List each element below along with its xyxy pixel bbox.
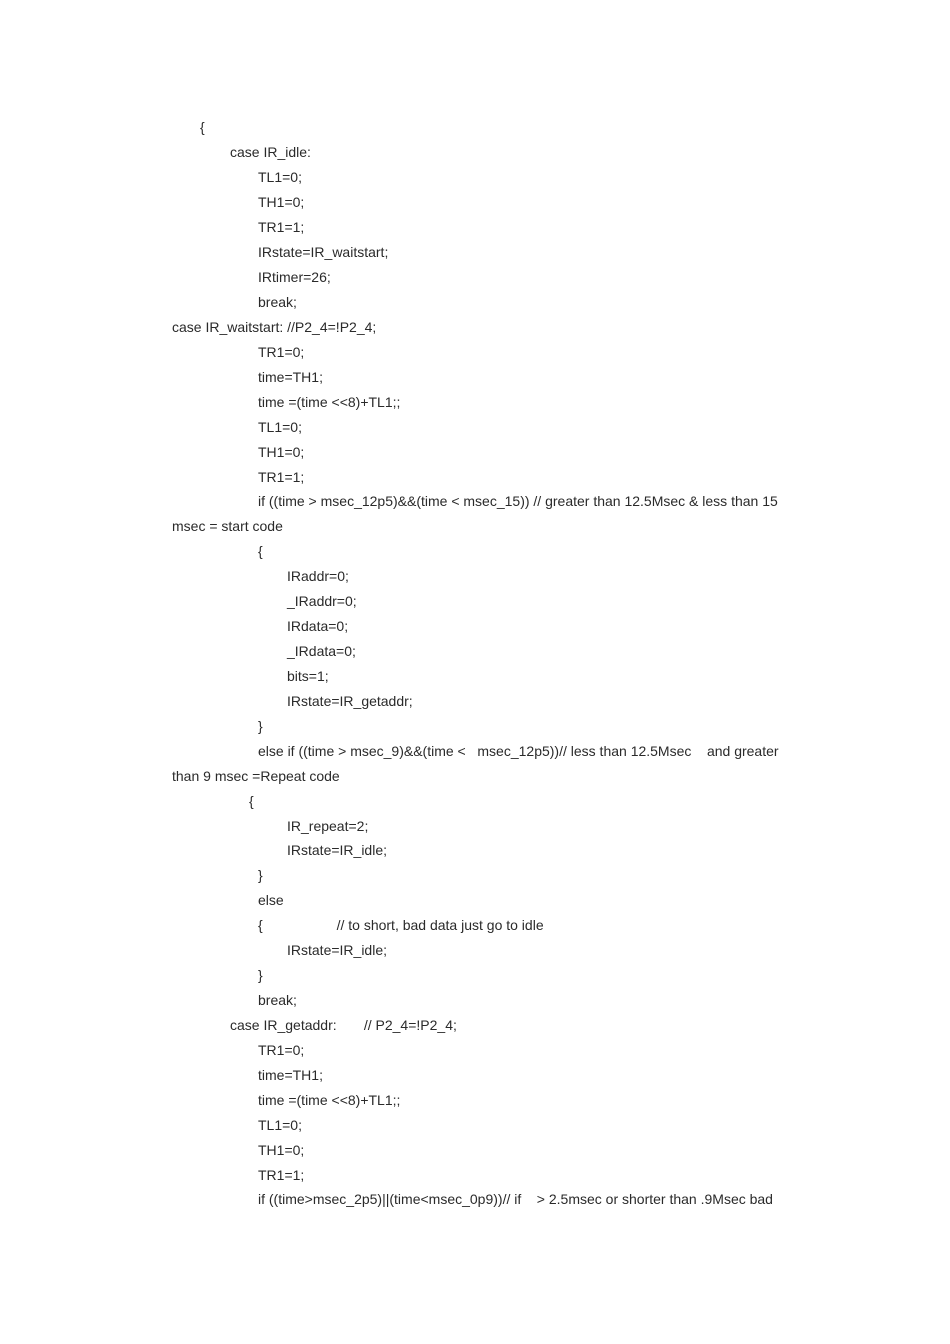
code-line: else: [258, 892, 284, 908]
code-line: than 9 msec =Repeat code: [172, 768, 340, 784]
code-line: }: [258, 718, 263, 734]
code-line: {: [258, 543, 263, 559]
code-line: { // to short, bad data just go to idle: [258, 917, 544, 933]
code-line: TR1=0;: [258, 344, 305, 360]
code-line: bits=1;: [287, 668, 329, 684]
code-line: TL1=0;: [258, 1117, 302, 1133]
code-line: _IRdata=0;: [287, 643, 356, 659]
code-line: time=TH1;: [258, 1067, 323, 1083]
code-line: TH1=0;: [258, 1142, 305, 1158]
code-line: time =(time <<8)+TL1;;: [258, 394, 401, 410]
code-line: IRstate=IR_idle;: [287, 842, 387, 858]
code-line: case IR_getaddr: // P2_4=!P2_4;: [230, 1017, 457, 1033]
code-line: IRaddr=0;: [287, 568, 349, 584]
code-line: case IR_idle:: [230, 144, 311, 160]
code-line: TH1=0;: [258, 194, 305, 210]
code-line: TR1=1;: [258, 1167, 305, 1183]
code-line: TR1=1;: [258, 219, 305, 235]
code-line: TL1=0;: [258, 419, 302, 435]
code-line: IR_repeat=2;: [287, 818, 369, 834]
code-line: IRstate=IR_getaddr;: [287, 693, 413, 709]
code-line: time =(time <<8)+TL1;;: [258, 1092, 401, 1108]
code-line: IRstate=IR_idle;: [287, 942, 387, 958]
code-line: if ((time>msec_2p5)||(time<msec_0p9))// if > 2.5msec or shorter than .9Msec bad: [258, 1191, 773, 1207]
code-line: TR1=1;: [258, 469, 305, 485]
code-line: {: [249, 793, 254, 809]
code-line: break;: [258, 992, 297, 1008]
code-line: break;: [258, 294, 297, 310]
code-line: IRdata=0;: [287, 618, 349, 634]
code-line: TR1=0;: [258, 1042, 305, 1058]
code-line: if ((time > msec_12p5)&&(time < msec_15)) // greater than 12.5Msec & less than 15: [258, 493, 778, 509]
code-line: _IRaddr=0;: [287, 593, 357, 609]
code-line: msec = start code: [172, 518, 283, 534]
code-line: else if ((time > msec_9)&&(time < msec_12p5))// less than 12.5Msec and greater: [258, 743, 779, 759]
code-line: case IR_waitstart: //P2_4=!P2_4;: [172, 319, 377, 335]
code-line: {: [200, 119, 205, 135]
code-line: TL1=0;: [258, 169, 302, 185]
code-line: IRstate=IR_waitstart;: [258, 244, 389, 260]
code-line: TH1=0;: [258, 444, 305, 460]
code-line: IRtimer=26;: [258, 269, 331, 285]
code-line: }: [258, 867, 263, 883]
code-line: time=TH1;: [258, 369, 323, 385]
code-line: }: [258, 967, 263, 983]
